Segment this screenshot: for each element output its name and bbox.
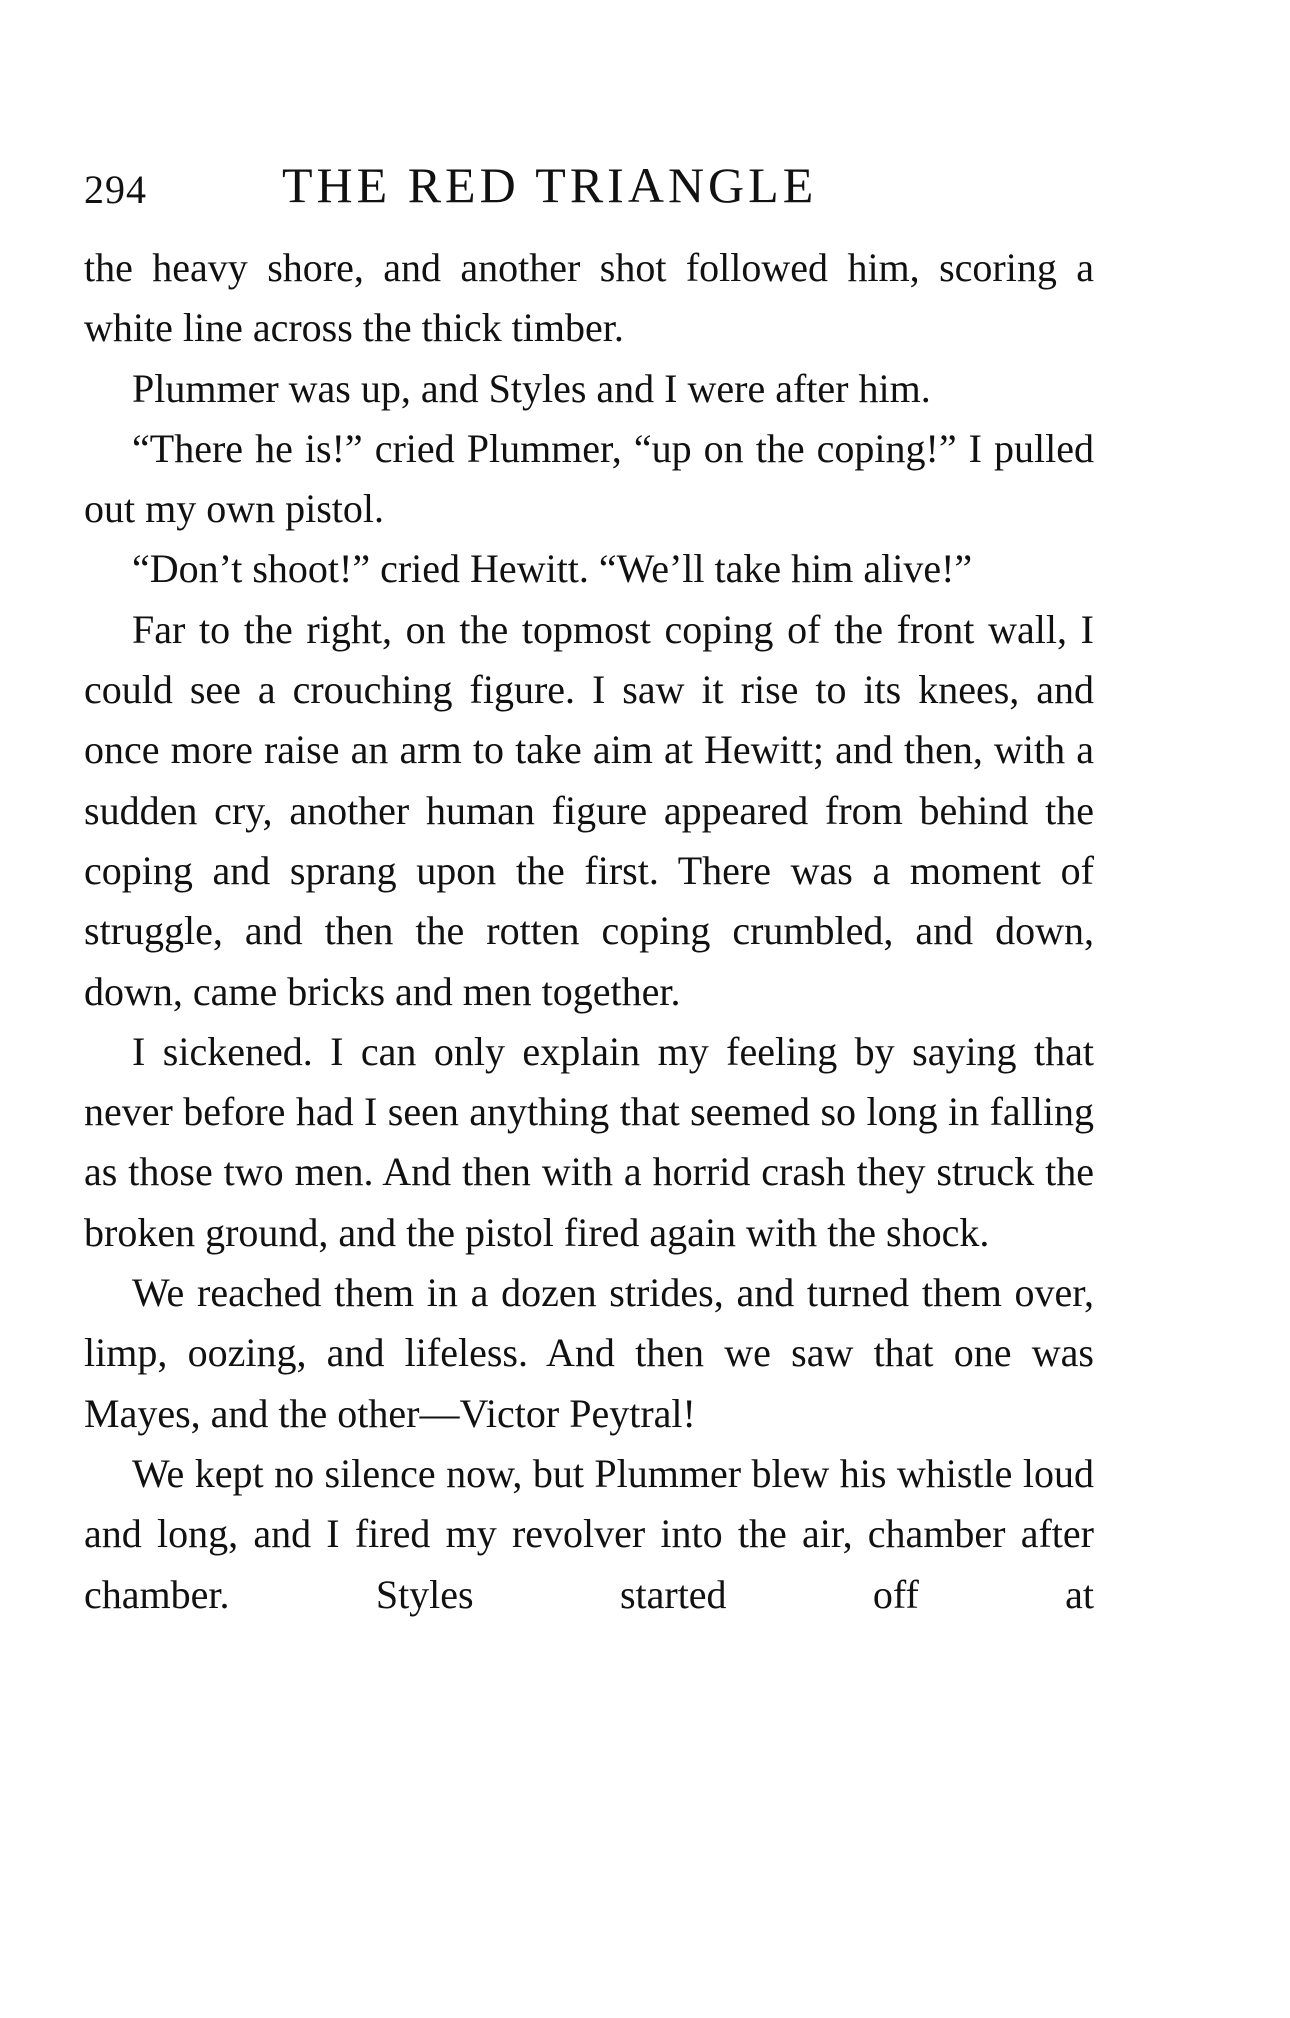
page-header — [84, 156, 1104, 226]
paragraph: Far to the right, on the topmost coping of the front wall, I could see a crouching figure. I saw it rise to its knees, and once more raise an arm to take aim at Hewitt; and then, with a sudden cry, another human figure appeared from behind the coping and sprang upon the first. There was a moment of struggle, and then the rotten coping crumbled, and down, down, came bricks and men together. — [84, 606, 1094, 1014]
paragraph: “Don’t shoot!” cried Hewitt. “We’ll take him alive!” — [132, 546, 973, 592]
page-number: 294 — [84, 167, 147, 212]
paragraph: We reached them in a dozen strides, and turned them over, limp, oozing, and lifeless. And then we saw that one was Mayes, and the other—Victor Peytral! — [84, 1270, 1094, 1436]
body-text — [84, 238, 1094, 1625]
paragraph: I sickened. I can only explain my feeling by saying that never before had I seen anything that seemed so long in falling as those two men. And then with a horrid crash they struck the broken ground, and the pistol fired again with the shock. — [84, 1028, 1094, 1255]
running-title: THE RED TRIANGLE — [282, 157, 818, 213]
paragraph: Plummer was up, and Styles and I were after him. — [132, 365, 931, 411]
paragraph: “There he is!” cried Plummer, “up on the coping!” I pulled out my own pistol. — [84, 425, 1094, 532]
paragraph-continues: We kept no silence now, but Plummer blew his whistle loud and long, and I fired my revolver into the air, chamber after chamber. Styles started off at — [84, 1450, 1094, 1617]
paragraph-continued: the heavy shore, and another shot followed him, scoring a white line across the thick timber. — [84, 245, 1094, 351]
